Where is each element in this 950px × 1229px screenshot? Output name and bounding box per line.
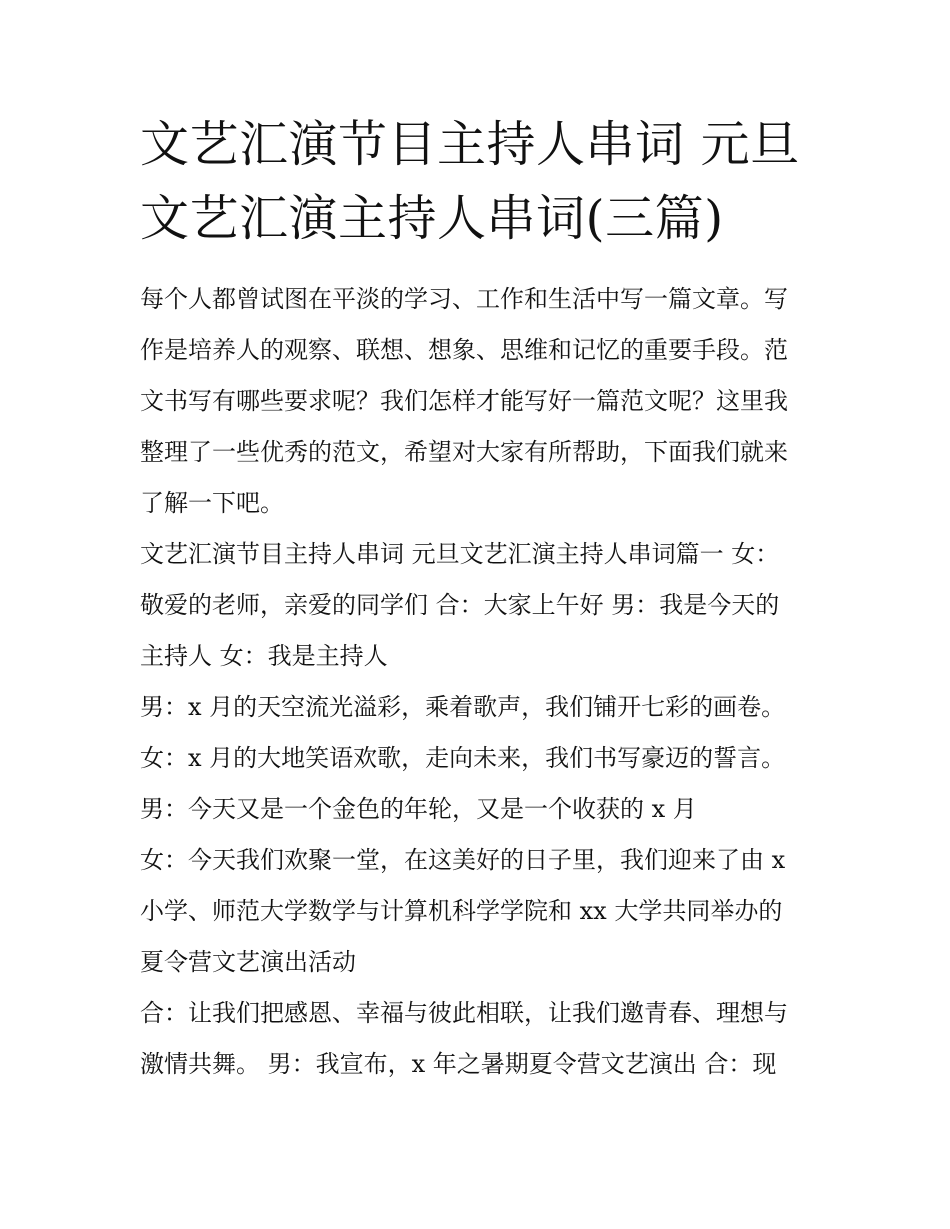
body-line: 主持人 女：我是主持人 [140,642,388,670]
body-line: 男：x 月的天空流光溢彩，乘着歌声，我们铺开七彩的画卷。 [140,693,786,721]
body-line: 小学、师范大学数学与计算机科学学院和 xx 大学共同举办的 [140,897,783,925]
body-line: 整理了一些优秀的范文，希望对大家有所帮助，下面我们就来 [140,438,788,466]
title-line-2: 文艺汇演主持人串词(三篇) [140,190,724,247]
body-line: 男：今天又是一个金色的年轮，又是一个收获的 x 月 [140,795,697,823]
document-body [140,274,820,1090]
title-line-1: 文艺汇演节目主持人串词 元旦 [140,116,800,173]
body-line: 女：今天我们欢聚一堂，在这美好的日子里，我们迎来了由 x [140,846,786,874]
body-line: 文艺汇演节目主持人串词 元旦文艺汇演主持人串词篇一 女： [140,540,780,568]
body-line: 了解一下吧。 [140,489,284,517]
body-line: 激情共舞。 男：我宣布，x 年之暑期夏令营文艺演出 合：现 [140,1050,777,1078]
body-line: 敬爱的老师，亲爱的同学们 合：大家上午好 男：我是今天的 [140,591,780,619]
body-line: 合：让我们把感恩、幸福与彼此相联，让我们邀青春、理想与 [140,999,788,1027]
body-line: 夏令营文艺演出活动 [140,948,356,976]
body-line: 文书写有哪些要求呢？我们怎样才能写好一篇范文呢？这里我 [140,387,788,415]
body-line: 作是培养人的观察、联想、想象、思维和记忆的重要手段。范 [140,336,788,364]
document-content [140,108,820,1090]
body-line: 女：x 月的大地笑语欢歌，走向未来，我们书写豪迈的誓言。 [140,744,786,772]
body-line: 每个人都曾试图在平淡的学习、工作和生活中写一篇文章。写 [140,285,788,313]
document-title [140,108,820,256]
